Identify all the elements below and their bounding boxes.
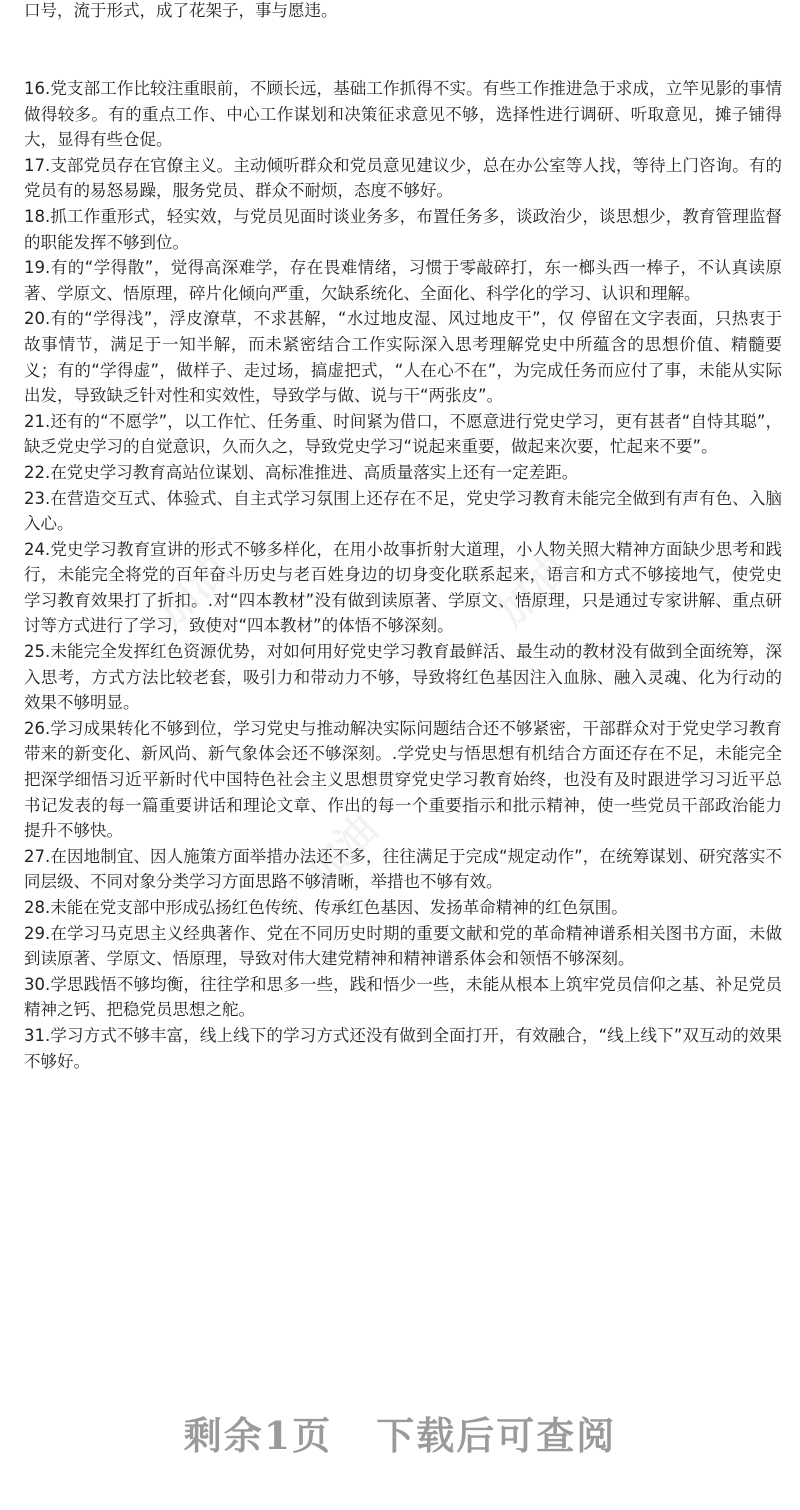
list-item: 21.还有的“不愿学”，以工作忙、任务重、时间紧为借口，不愿意进行党史学习，更有甚者“自恃其聪”，缺乏党史学习的自觉意识，久而久之，导致党史学习“说起来重要，做起来次要，忙起来不要”。 (24, 411, 782, 457)
list-item: 29.在学习马克思主义经典著作、党在不同历史时期的重要文献和党的革命精神谱系相关图书方面，未做到读原著、学原文、悟原理，导致对伟大建党精神和精神谱系体会和领悟不够深刻。 (24, 923, 782, 969)
download-to-view-label: 下载后可查阅 (376, 1413, 617, 1458)
list-item: 18.抓工作重形式，轻实效，与党员见面时谈业务多，布置任务多，谈政治少，谈思想少，教育管理监督的职能发挥不够到位。 (24, 206, 782, 252)
remaining-pages-label: 剩余1页 (183, 1413, 333, 1458)
list-item: 28.未能在党支部中形成弘扬红色传统、传承红色基因、发扬革命精神的红色氛围。 (24, 898, 628, 917)
list-item: 27.在因地制宜、因人施策方面举措办法还不多，往往满足于完成“规定动作”，在统筹谋划、研究落实不同层级、不同对象分类学习方面思路不够清晰，举措也不够有效。 (24, 846, 782, 892)
watermark: 加油 (297, 806, 388, 896)
list-item: 24.党史学习教育宣讲的形式不够多样化，在用小故事折射大道理，小人物关照大精神方面缺少思考和践行，未能完全将党的百年奋斗历史与老百姓身边的切身变化联系起来，语言和方式不够接地气，使党史学习教育效果打了折扣。.对“四本教材”没有做到读原著、学原文、悟原理，只是通过专家讲解、重点研讨等方式进行了学习，致使对“四本教材”的体悟不够深刻。 (24, 539, 782, 636)
list-item: 23.在营造交互式、体验式、自主式学习氛围上还存在不足，党史学习教育未能完全做到有声有色、入脑入心。 (24, 488, 782, 534)
list-item: 26.学习成果转化不够到位，学习党史与推动解决实际问题结合还不够紧密，干部群众对于党史学习教育带来的新变化、新风尚、新气象体会还不够深刻。.学党史与悟思想有机结合方面还存在不足，未能完全把深学细悟习近平新时代中国特色社会主义思想贯穿党史学习教育始终，也没有及时跟进学习习近平总书记发表的每一篇重要讲话和理论文章、作出的每一个重要指示和批示精神，使一些党员干部政治能力提升不够快。 (24, 718, 782, 841)
list-item: 31.学习方式不够丰富，线上线下的学习方式还没有做到全面打开，有效融合，“线上线下”双互动的效果不够好。 (24, 1025, 782, 1071)
list-item: 25.未能完全发挥红色资源优势，对如何用好党史学习教育最鲜活、最生动的教材没有做到全面统筹，深入思考，方式方法比较老套，吸引力和带动力不够，导致将红色基因注入血脉、融入灵魂、化为行动的效果不够明显。 (24, 642, 782, 713)
list-item: 30.学思践悟不够均衡，往往学和思多一些，践和悟少一些，未能从根本上筑牢党员信仰之基、补足党员精神之钙、把稳党员思想之舵。 (24, 974, 782, 1020)
list-item: 20.有的“学得浅”，浮皮潦草，不求甚解，“水过地皮湿、风过地皮干”，仅 停留在文字表面，只热衷于故事情节，满足于一知半解，而未紧密结合工作实际深入思考理解党史中所蕴含的思想价值、精髓要义；有的“学得虚”，做样子、走过场，搞虚把式，“人在心不在”，为完成任务而应付了事，未能从实际出发，导致缺乏针对性和实效性，导致学与做、说与干“两张皮”。 (24, 309, 782, 406)
list-item: 22.在党史学习教育高站位谋划、高标准推进、高质量落实上还有一定差距。 (24, 462, 579, 482)
download-prompt[interactable] (0, 1405, 800, 1460)
watermark: 加油 (147, 546, 238, 636)
list-item: 17.支部党员存在官僚主义。主动倾听群众和党员意见建议少，总在办公室等人找，等待上门咨询。有的党员有的易怒易躁，服务党员、群众不耐烦，态度不够好。 (24, 155, 782, 201)
list-item: 16.党支部工作比较注重眼前，不顾长远，基础工作抓得不实。有些工作推进急于求成，立竿见影的事情做得较多。有的重点工作、中心工作谋划和决策征求意见不够，选择性进行调研、听取意见，摊子铺得大，显得有些仓促。 (24, 79, 782, 150)
document-body (24, 76, 782, 1074)
list-item: 19.有的“学得散”，觉得高深难学，存在畏难情绪，习惯于零敲碎打，东一榔头西一棒子，不认真读原著、学原文、悟原理，碎片化倾向严重，欠缺系统化、全面化、科学化的学习、认识和理解。 (24, 258, 782, 303)
document-top-fragment: 口号，流于形式，成了花架子，事与愿违。 (24, 1, 338, 20)
watermark: 加油 (487, 546, 578, 636)
